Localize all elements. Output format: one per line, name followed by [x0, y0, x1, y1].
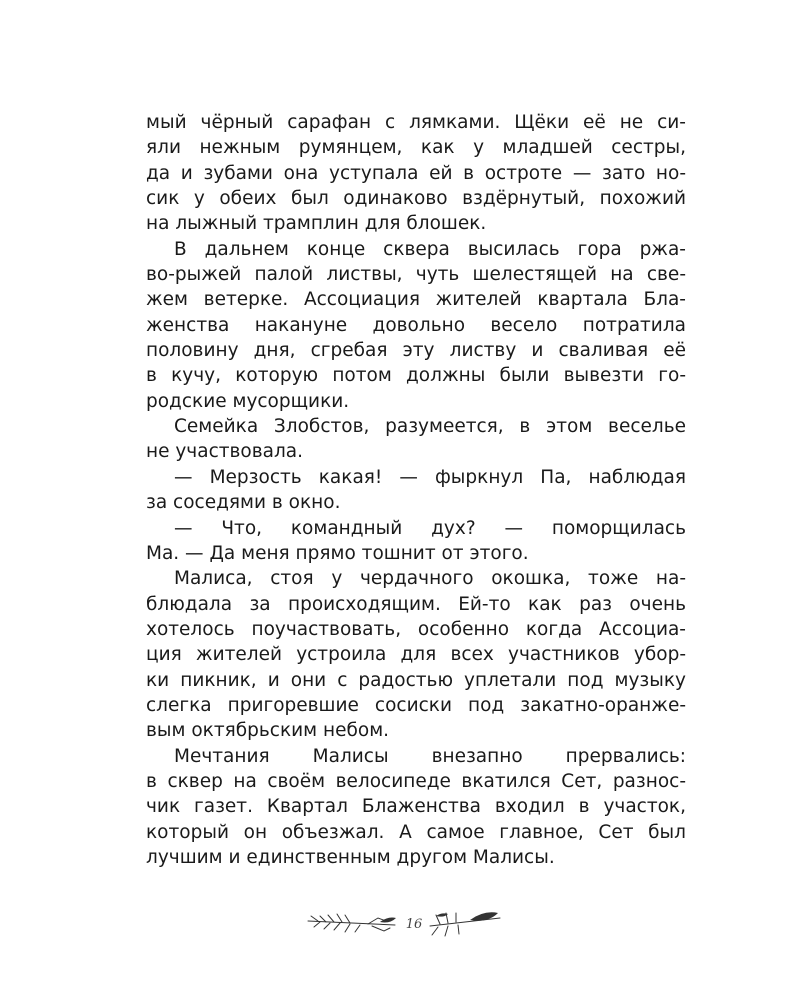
text-line: в сквер на своём велосипеде вкатился Сет, разнос- [146, 770, 686, 792]
text-line: чик газет. Квартал Блаженства входил в участок, [146, 796, 686, 818]
text-line: В дальнем конце сквера высилась гора ржа- [174, 238, 686, 260]
text-line: половину дня, сгребая эту листву и сваливая её [146, 340, 686, 362]
body-text [146, 110, 686, 870]
text-line: на лыжный трамплин для блошек. [146, 213, 487, 235]
text-line: во-рыжей палой листвы, чуть шелестящей на све- [146, 264, 686, 286]
text-line: хотелось поучаствовать, особенно когда Ассоциа- [146, 618, 686, 640]
text-line: Мечтания Малисы внезапно прервались: [174, 745, 686, 767]
text-line: в кучу, которую потом должны были вывезти го- [146, 365, 686, 387]
text-line: вым октябрьским небом. [146, 720, 390, 742]
text-line: слегка пригоревшие сосиски под закатно-оранже- [146, 694, 686, 716]
text-line: ция жителей устроила для всех участников убор- [146, 644, 686, 666]
text-line: — Мерзость какая! — фыркнул Па, наблюдая [174, 466, 686, 488]
text-line: родские мусорщики. [146, 390, 350, 412]
text-line: мый чёрный сарафан с лямками. Щёки её не си- [146, 112, 686, 133]
text-line: лучшим и единственным другом Малисы. [146, 846, 555, 868]
right-large-leaf-icon [470, 912, 498, 920]
text-line: блюдала за происходящим. Ей-то как раз очень [146, 593, 686, 615]
text-line: Малиса, стоя у чердачного окошка, тоже на- [174, 568, 686, 590]
text-line: ки пикник, и они с радостью уплетали под музыку [146, 669, 686, 691]
right-leaves-bottom-icon [432, 925, 459, 936]
text-line: да и зубами она уступала ей в остроте — зато но- [146, 162, 686, 184]
text-line: сик у обеих был одинаково вздёрнутый, похожий [146, 188, 686, 210]
text-line: жем ветерке. Ассоциация жителей квартала Бла- [146, 289, 686, 311]
text-line: за соседями в окно. [146, 492, 341, 514]
text-line: Ма. — Да меня прямо тошнит от этого. [146, 542, 529, 564]
text-line: яли нежным румянцем, как у младшей сестры, [146, 137, 686, 159]
text-line: не участвовала. [146, 441, 304, 463]
text-line: — Что, командный дух? — поморщилась [174, 517, 686, 539]
right-branch-stem-icon [430, 918, 500, 926]
text-line: Семейка Злобстов, разумеется, в этом веселье [174, 416, 686, 438]
text-line: который он объезжал. А самое главное, Сет был [146, 821, 686, 843]
text-line: женства накануне довольно весело потратила [146, 314, 686, 336]
page-number: 16 [405, 917, 423, 932]
